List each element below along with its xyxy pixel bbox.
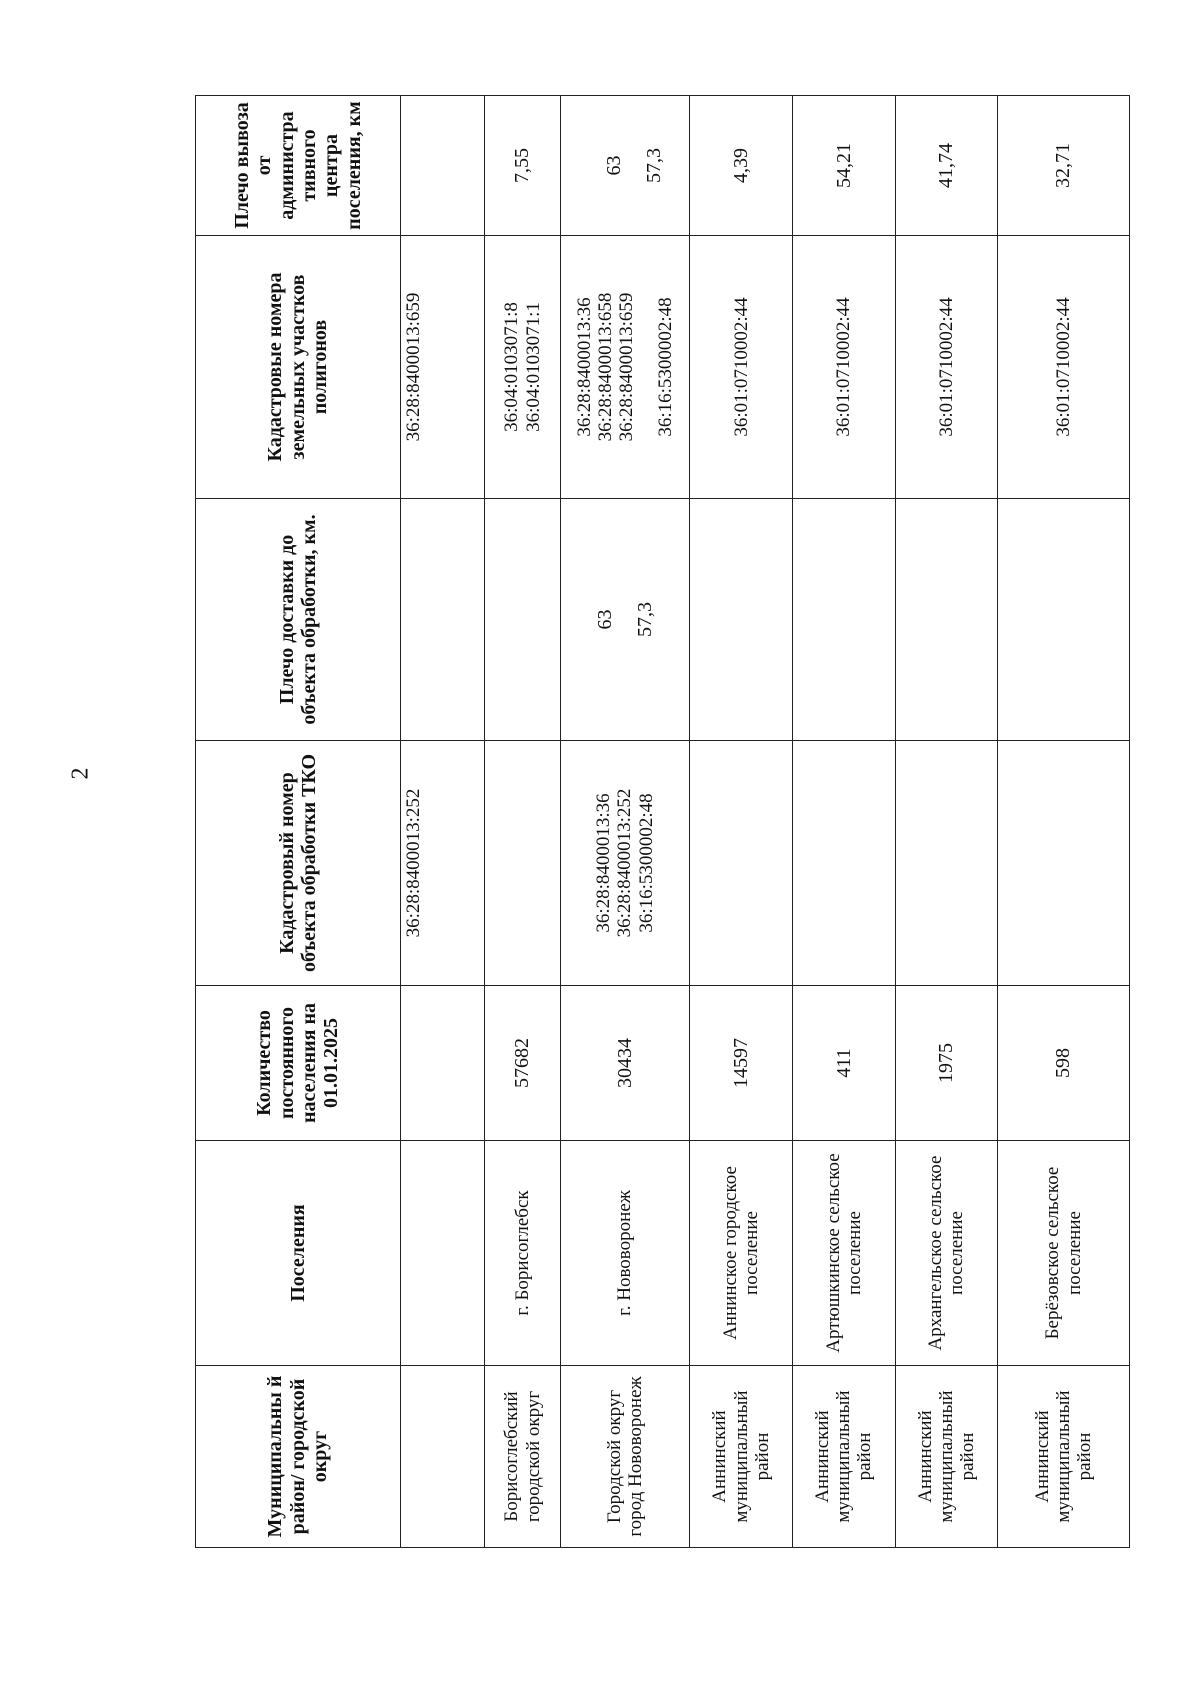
cell-tko-cadastral — [560, 741, 690, 986]
table-row — [485, 96, 561, 1548]
cell-landfill-cadastral — [560, 236, 690, 499]
cell-population: 598 — [998, 986, 1130, 1141]
page-number: 2 — [67, 767, 94, 780]
cell-population — [401, 986, 485, 1141]
cell-export-distance — [401, 96, 485, 236]
table-header-row — [196, 96, 401, 1548]
cell-delivery-distance — [560, 499, 690, 741]
cell-population: 14597 — [690, 986, 793, 1141]
cell-export-distance: 54,21 — [793, 96, 896, 236]
cell-district: Аннинский муниципальный район — [793, 1366, 896, 1548]
cell-landfill-cadastral: 36:01:0710002:44 — [998, 236, 1130, 499]
cell-settlement: Артюшкинское сельское поселение — [793, 1141, 896, 1366]
cadastral-number: 36:28:8400013:252 — [614, 788, 636, 938]
table-row — [690, 96, 793, 1548]
cell-district: Аннинский муниципальный район — [895, 1366, 998, 1548]
header-settlement: Поселения — [196, 1141, 401, 1366]
cell-export-distance: 41,74 — [895, 96, 998, 236]
cadastral-number: 36:16:5300002:48 — [635, 793, 657, 933]
rotated-table-wrapper — [195, 96, 1130, 1548]
cell-export-distance: 7,55 — [485, 96, 561, 236]
cell-district: Аннинский муниципальный район — [998, 1366, 1130, 1548]
distance-value: 63 — [593, 609, 616, 630]
distance-value: 57,3 — [643, 148, 666, 183]
cell-tko-cadastral — [485, 741, 561, 986]
header-export-distance: Плечо вывоза от администра тивного центра поселения, км — [196, 96, 401, 236]
cell-delivery-distance — [401, 499, 485, 741]
cadastral-number: 36:16:5300002:48 — [655, 297, 677, 437]
cell-population: 30434 — [560, 986, 690, 1141]
cadastral-number: 36:04:0103071:8 — [501, 302, 523, 432]
cadastral-number: 36:28:8400013:659 — [616, 292, 638, 442]
header-delivery-distance: Плечо доставки до объекта обработки, км. — [196, 499, 401, 741]
cell-settlement: Аннинское городское поселение — [690, 1141, 793, 1366]
cell-population: 411 — [793, 986, 896, 1141]
cadastral-number: 36:28:8400013:36 — [593, 793, 615, 933]
cell-export-distance — [560, 96, 690, 236]
cadastral-number: 36:28:8400013:659 — [403, 292, 424, 442]
cell-population: 57682 — [485, 986, 561, 1141]
cell-district — [401, 1366, 485, 1548]
cell-district: Аннинский муниципальный район — [690, 1366, 793, 1548]
header-population: Количество постоянного населения на 01.01.2025 — [196, 986, 401, 1141]
cadastral-number: 36:28:8400013:252 — [403, 788, 424, 938]
cell-landfill-cadastral: 36:01:0710002:44 — [793, 236, 896, 499]
distance-value: 57,3 — [634, 602, 657, 637]
cell-district: Городской округ город Нововоронеж — [560, 1366, 690, 1548]
cell-tko-cadastral — [895, 741, 998, 986]
cell-delivery-distance — [793, 499, 896, 741]
landfill-table — [195, 95, 1130, 1548]
cell-export-distance: 32,71 — [998, 96, 1130, 236]
cadastral-number: 36:04:0103071:1 — [522, 302, 544, 432]
cell-landfill-cadastral: 36:01:0710002:44 — [690, 236, 793, 499]
header-tko-cadastral: Кадастровый номер объекта обработки ТКО — [196, 741, 401, 986]
cell-landfill-cadastral — [401, 236, 485, 499]
table-row — [895, 96, 998, 1548]
cadastral-number: 36:28:8400013:658 — [594, 292, 616, 442]
cell-landfill-cadastral — [485, 236, 561, 499]
header-landfill-cadastral: Кадастровые номера земельных участков полигонов — [196, 236, 401, 499]
cell-settlement: Архангельское сельское поселение — [895, 1141, 998, 1366]
cell-delivery-distance — [690, 499, 793, 741]
cell-tko-cadastral — [690, 741, 793, 986]
cell-tko-cadastral — [401, 741, 485, 986]
cell-landfill-cadastral: 36:01:0710002:44 — [895, 236, 998, 499]
cell-settlement: г. Борисоглебск — [485, 1141, 561, 1366]
cell-district: Борисоглебский городской округ — [485, 1366, 561, 1548]
cell-delivery-distance — [485, 499, 561, 741]
table-row — [793, 96, 896, 1548]
table-row — [998, 96, 1130, 1548]
cell-settlement: Берёзовское сельское поселение — [998, 1141, 1130, 1366]
cell-settlement — [401, 1141, 485, 1366]
cell-delivery-distance — [998, 499, 1130, 741]
table-row — [560, 96, 690, 1548]
cell-tko-cadastral — [793, 741, 896, 986]
cell-delivery-distance — [895, 499, 998, 741]
cell-settlement: г. Нововоронеж — [560, 1141, 690, 1366]
cadastral-number: 36:28:8400013:36 — [573, 297, 595, 437]
header-district: Муниципальны й район/ городской округ — [196, 1366, 401, 1548]
cell-tko-cadastral — [998, 741, 1130, 986]
cell-export-distance: 4,39 — [690, 96, 793, 236]
distance-value: 63 — [602, 155, 625, 176]
cell-population: 1975 — [895, 986, 998, 1141]
table-row — [401, 96, 485, 1548]
